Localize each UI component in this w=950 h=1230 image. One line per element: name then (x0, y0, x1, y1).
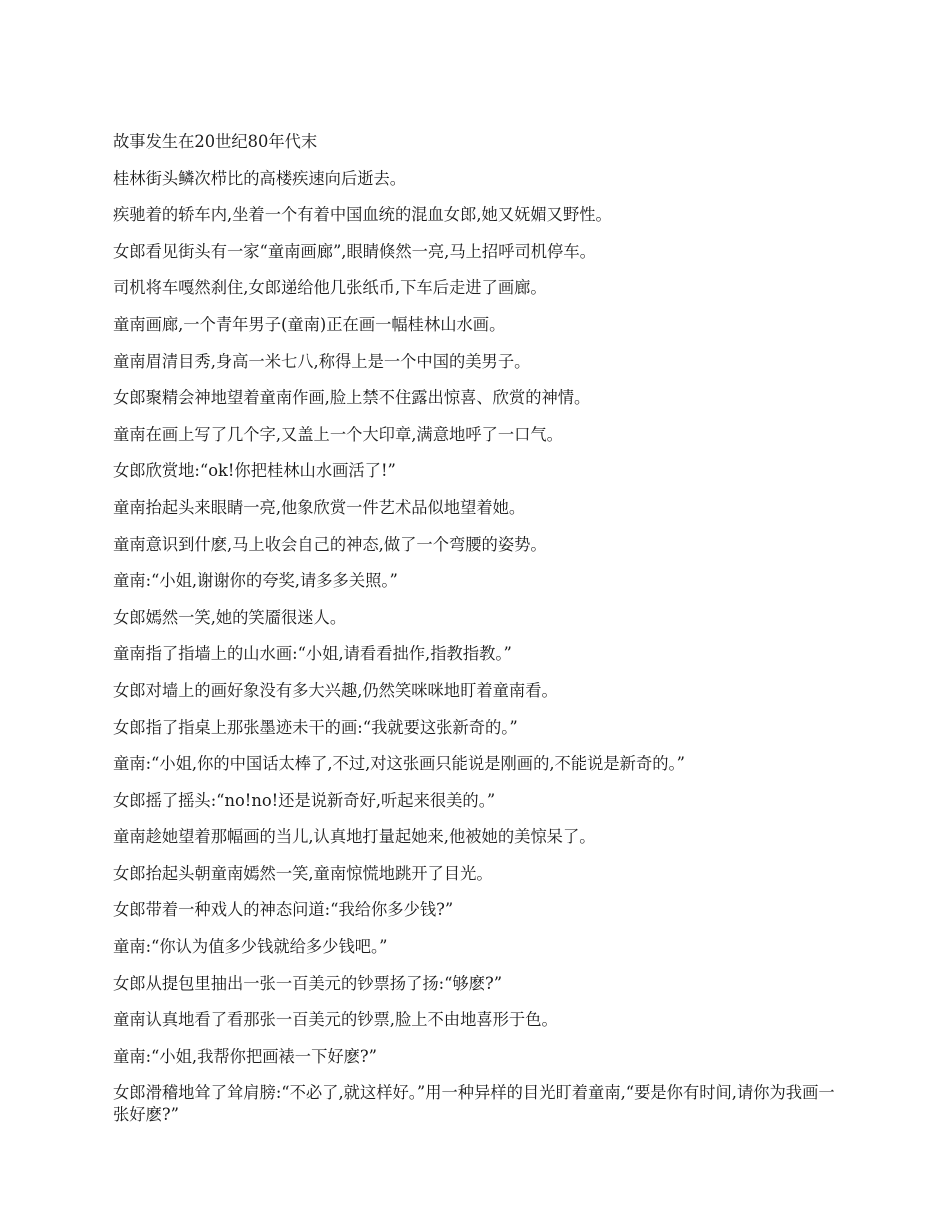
paragraph: 女郎欣赏地:“ok!你把桂林山水画活了!” (113, 461, 396, 481)
paragraph: 女郎从提包里抽出一张一百美元的钞票扬了扬:“够麽?” (113, 973, 503, 993)
paragraph: 童南眉清目秀,身高一米七八,称得上是一个中国的美男子。 (113, 351, 531, 371)
paragraph: 女郎滑稽地耸了耸肩膀:“不必了,就这样好。”用一种异样的目光盯着童南,“要是你有时间,请你为我画一张好麽?” (113, 1083, 835, 1125)
paragraph: 童南:“小姐,我帮你把画裱一下好麽?” (113, 1046, 377, 1066)
paragraph: 童南在画上写了几个字,又盖上一个大印章,满意地呼了一口气。 (113, 424, 563, 444)
paragraph: 童南:“小姐,你的中国话太棒了,不过,对这张画只能说是刚画的,不能说是新奇的。” (113, 754, 685, 774)
paragraph: 女郎看见街头有一家“童南画廊”,眼睛倏然一亮,马上招呼司机停车。 (113, 241, 596, 261)
paragraph: 女郎聚精会神地望着童南作画,脸上禁不住露出惊喜、欣赏的神情。 (113, 388, 591, 408)
paragraph: 童南意识到什麽,马上收会自己的神态,做了一个弯腰的姿势。 (113, 534, 547, 554)
paragraph: 女郎对墙上的画好象没有多大兴趣,仍然笑咪咪地盯着童南看。 (113, 680, 558, 700)
document-page (113, 124, 843, 1126)
paragraph: 童南认真地看了看那张一百美元的钞票,脸上不由地喜形于色。 (113, 1010, 558, 1030)
paragraph: 女郎指了指桌上那张墨迹未干的画:“我就要这张新奇的。” (113, 717, 518, 737)
paragraph: 司机将车嘎然刹住,女郎递给他几张纸币,下车后走进了画廊。 (113, 278, 547, 298)
paragraph: 女郎带着一种戏人的神态问道:“我给你多少钱?” (113, 900, 454, 920)
paragraph: 疾驰着的轿车内,坐着一个有着中国血统的混血女郎,她又妩媚又野性。 (113, 205, 612, 225)
paragraph: 女郎抬起头朝童南嫣然一笑,童南惊慌地跳开了目光。 (113, 863, 493, 883)
paragraph: 女郎摇了摇头:“no!no!还是说新奇好,听起来很美的。” (113, 790, 496, 810)
paragraph: 童南:“你认为值多少钱就给多少钱吧。” (113, 937, 388, 957)
paragraph: 故事发生在20世纪80年代末 (113, 132, 318, 151)
paragraph: 童南:“小姐,谢谢你的夸奖,请多多关照。” (113, 571, 398, 591)
paragraph: 童南画廊,一个青年男子(童南)正在画一幅桂林山水画。 (113, 314, 506, 334)
paragraph: 桂林街头鳞次栉比的高楼疾速向后逝去。 (113, 168, 407, 188)
paragraph: 童南指了指墙上的山水画:“小姐,请看看拙作,指教指教。” (113, 644, 512, 664)
paragraph: 童南抬起头来眼睛一亮,他象欣赏一件艺术品似地望着她。 (113, 497, 526, 517)
paragraph: 童南趁她望着那幅画的当儿,认真地打量起她来,他被她的美惊呆了。 (113, 827, 596, 847)
paragraph: 女郎嫣然一笑,她的笑靥很迷人。 (113, 607, 347, 627)
